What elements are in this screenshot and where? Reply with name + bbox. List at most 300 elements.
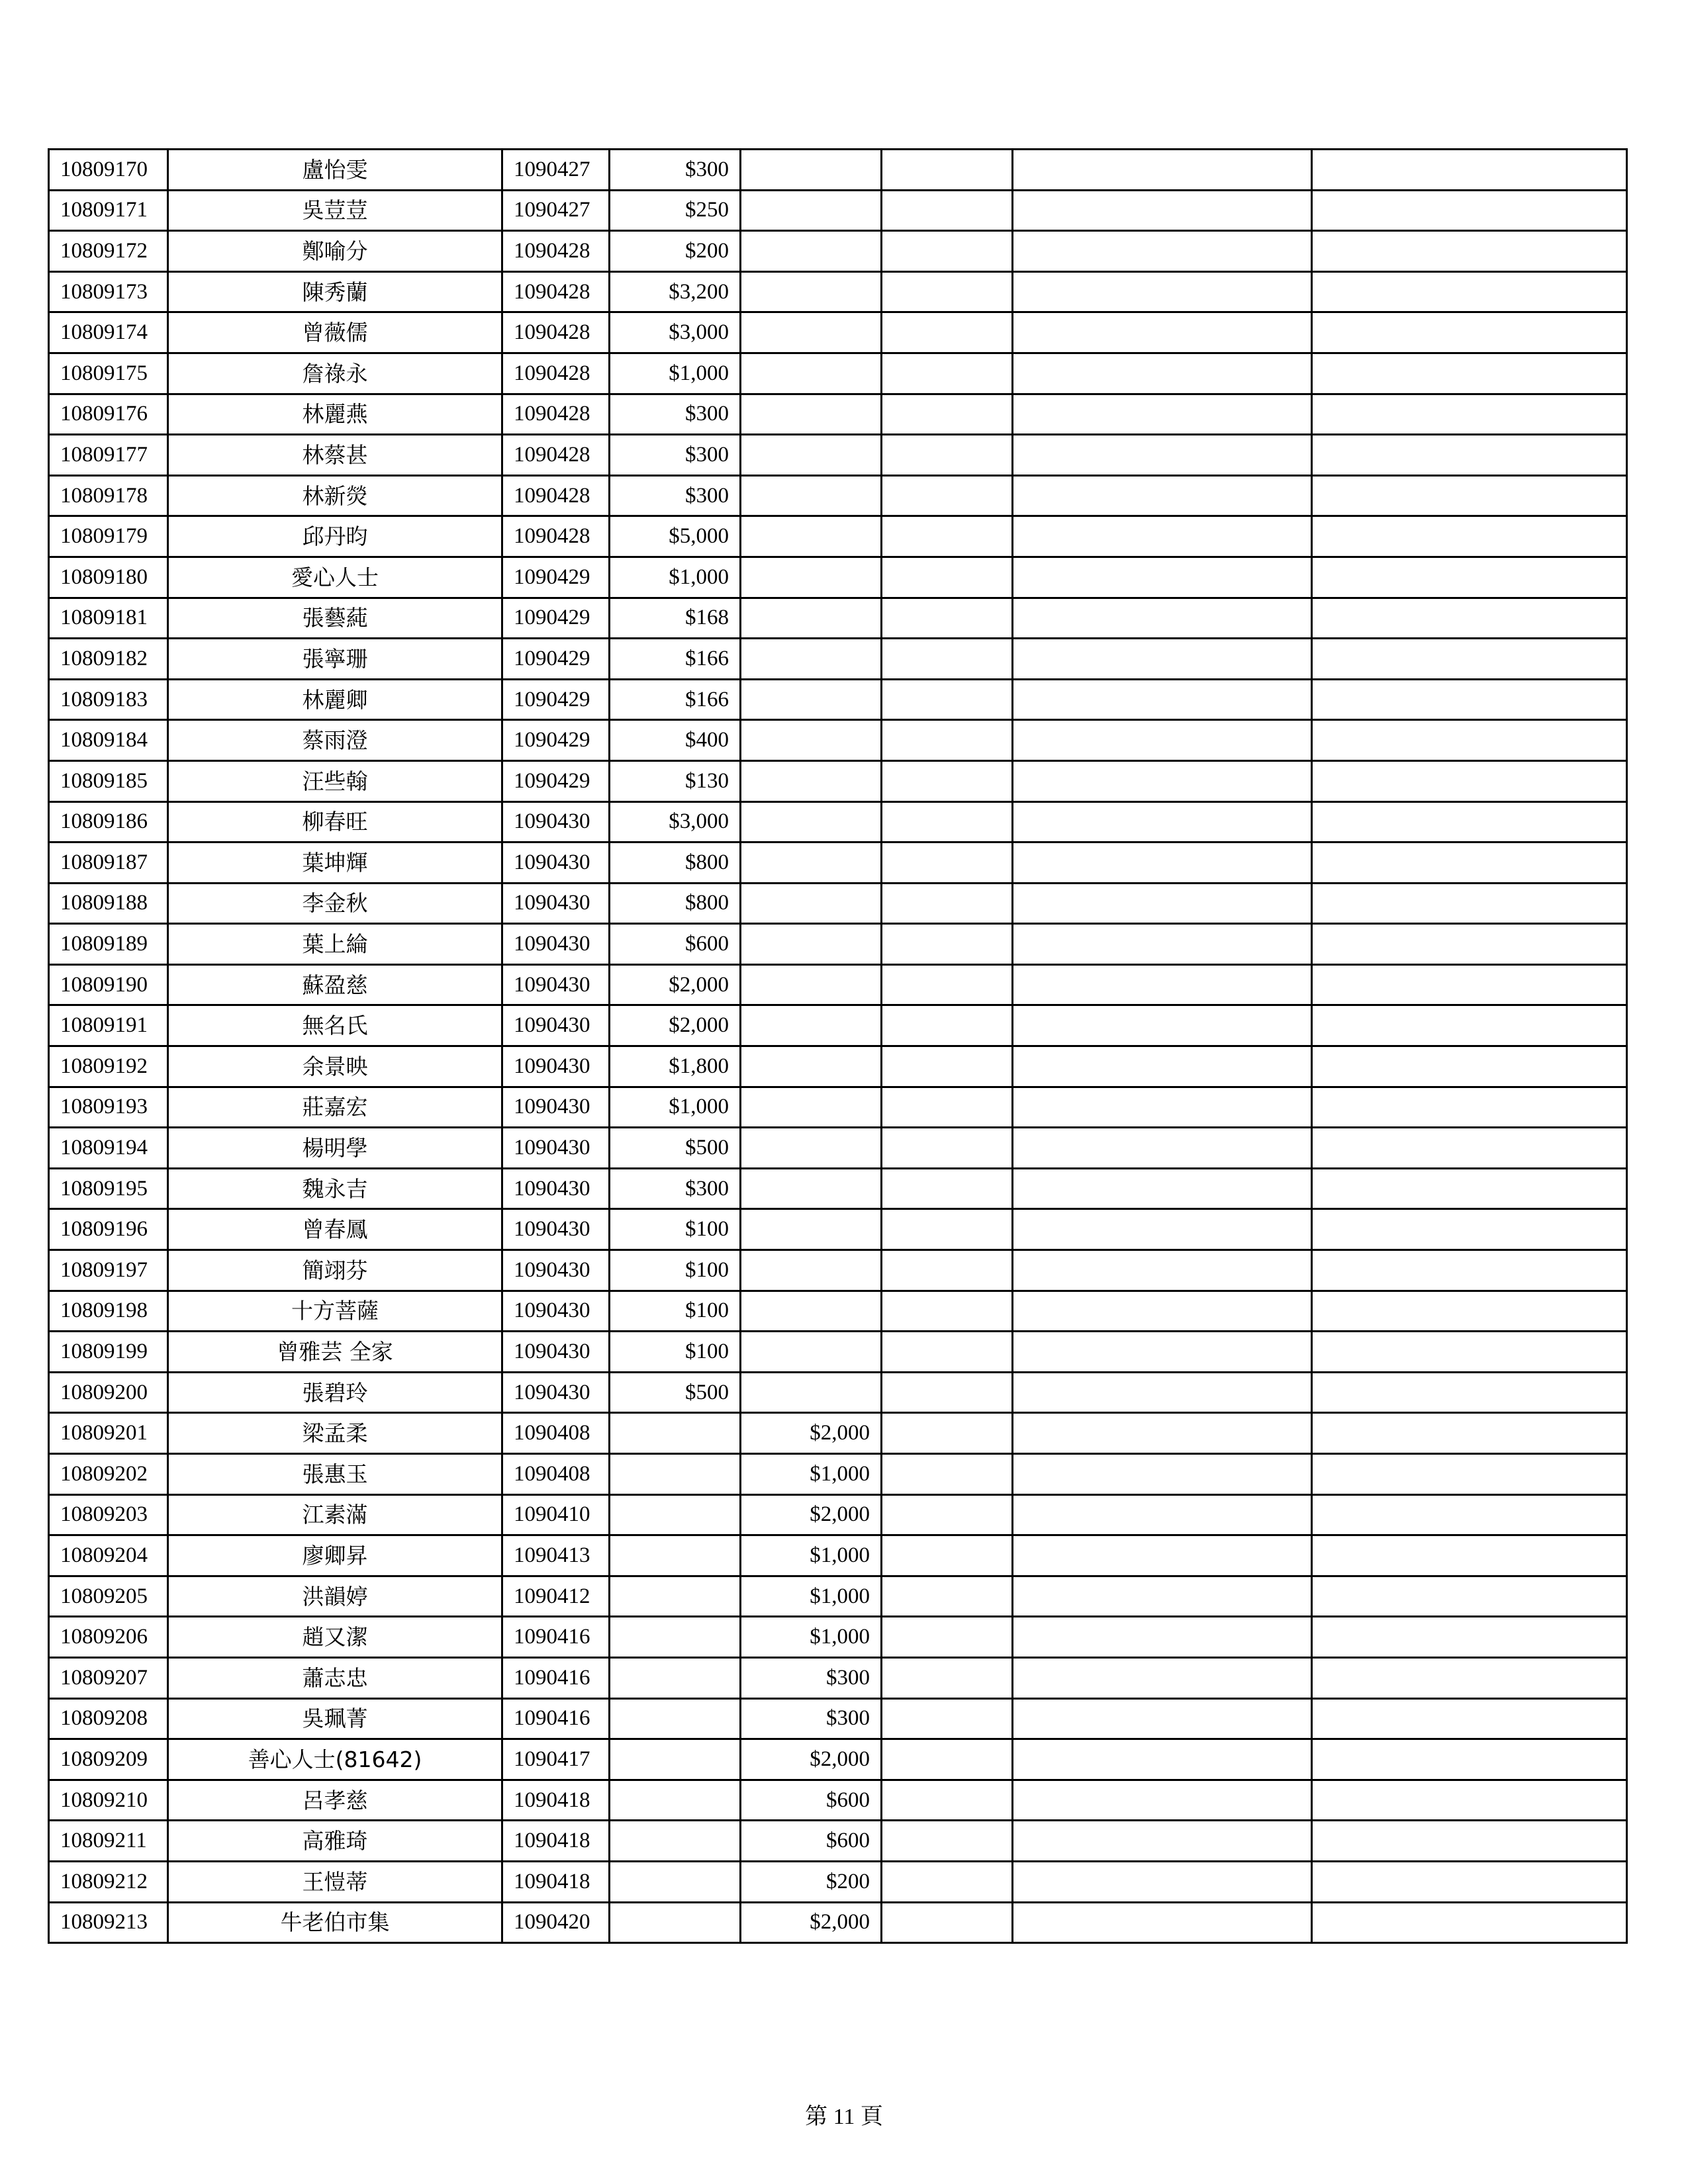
- blank-cell: [1013, 1291, 1312, 1332]
- amount-column-2-cell: [741, 271, 882, 312]
- receipt-number-cell: 10809202: [49, 1454, 168, 1495]
- blank-cell: [1312, 1657, 1627, 1698]
- amount-column-2-cell: [741, 760, 882, 801]
- receipt-number-cell: 10809191: [49, 1005, 168, 1046]
- blank-cell: [882, 1291, 1013, 1332]
- blank-cell: [882, 1535, 1013, 1576]
- donation-date-cell: 1090418: [502, 1861, 610, 1902]
- donor-name-cell: 曾薇儒: [168, 312, 502, 353]
- amount-column-2-cell: [741, 1250, 882, 1291]
- table-row: [49, 312, 1627, 353]
- receipt-number-cell: 10809175: [49, 353, 168, 394]
- donor-name-cell: 楊明學: [168, 1128, 502, 1169]
- amount-column-1-cell: $1,800: [610, 1046, 741, 1087]
- donor-name-cell: 魏永吉: [168, 1168, 502, 1209]
- blank-cell: [882, 475, 1013, 516]
- blank-cell: [882, 1494, 1013, 1535]
- amount-column-2-cell: $2,000: [741, 1902, 882, 1943]
- table-row: [49, 1168, 1627, 1209]
- table-row: [49, 1739, 1627, 1780]
- blank-cell: [1013, 1617, 1312, 1658]
- blank-cell: [1013, 353, 1312, 394]
- amount-column-2-cell: $1,000: [741, 1617, 882, 1658]
- table-row: [49, 720, 1627, 761]
- amount-column-2-cell: $300: [741, 1657, 882, 1698]
- blank-cell: [1013, 1780, 1312, 1821]
- blank-cell: [1312, 1494, 1627, 1535]
- receipt-number-cell: 10809209: [49, 1739, 168, 1780]
- receipt-number-cell: 10809197: [49, 1250, 168, 1291]
- table-row: [49, 394, 1627, 435]
- blank-cell: [1013, 964, 1312, 1005]
- table-row: [49, 964, 1627, 1005]
- amount-column-1-cell: $2,000: [610, 964, 741, 1005]
- blank-cell: [1013, 1698, 1312, 1739]
- blank-cell: [1013, 1332, 1312, 1373]
- blank-cell: [1312, 394, 1627, 435]
- blank-cell: [1312, 760, 1627, 801]
- donation-date-cell: 1090428: [502, 516, 610, 557]
- donation-date-cell: 1090430: [502, 1168, 610, 1209]
- blank-cell: [1312, 720, 1627, 761]
- receipt-number-cell: 10809171: [49, 190, 168, 231]
- receipt-number-cell: 10809203: [49, 1494, 168, 1535]
- amount-column-1-cell: $250: [610, 190, 741, 231]
- amount-column-2-cell: [741, 190, 882, 231]
- amount-column-1-cell: $1,000: [610, 557, 741, 598]
- donor-name-cell: 吳珮菁: [168, 1698, 502, 1739]
- blank-cell: [882, 516, 1013, 557]
- donation-date-cell: 1090408: [502, 1454, 610, 1495]
- blank-cell: [1013, 475, 1312, 516]
- blank-cell: [1013, 801, 1312, 842]
- donor-name-cell: 陳秀蘭: [168, 271, 502, 312]
- donor-name-cell: 汪些翰: [168, 760, 502, 801]
- donation-date-cell: 1090429: [502, 557, 610, 598]
- amount-column-1-cell: $600: [610, 924, 741, 965]
- blank-cell: [1013, 1576, 1312, 1617]
- donor-name-cell: 愛心人士: [168, 557, 502, 598]
- receipt-number-cell: 10809179: [49, 516, 168, 557]
- donation-date-cell: 1090416: [502, 1657, 610, 1698]
- amount-column-2-cell: [741, 639, 882, 680]
- donation-date-cell: 1090430: [502, 1209, 610, 1250]
- amount-column-2-cell: [741, 1372, 882, 1413]
- table-row: [49, 516, 1627, 557]
- blank-cell: [882, 1209, 1013, 1250]
- receipt-number-cell: 10809188: [49, 883, 168, 924]
- donor-name-cell: 蕭志忠: [168, 1657, 502, 1698]
- blank-cell: [1013, 1535, 1312, 1576]
- blank-cell: [1013, 1739, 1312, 1780]
- donation-date-cell: 1090428: [502, 435, 610, 476]
- donation-date-cell: 1090429: [502, 679, 610, 720]
- donor-name-cell: 江素滿: [168, 1494, 502, 1535]
- receipt-number-cell: 10809181: [49, 598, 168, 639]
- table-row: [49, 924, 1627, 965]
- donor-name-cell: 梁孟柔: [168, 1413, 502, 1454]
- page-number-footer: 第 11 頁: [805, 2105, 883, 2129]
- donation-date-cell: 1090410: [502, 1494, 610, 1535]
- blank-cell: [1312, 190, 1627, 231]
- donation-date-cell: 1090416: [502, 1617, 610, 1658]
- amount-column-1-cell: $300: [610, 394, 741, 435]
- donation-date-cell: 1090428: [502, 231, 610, 272]
- blank-cell: [1013, 1657, 1312, 1698]
- blank-cell: [1312, 1128, 1627, 1169]
- amount-column-2-cell: $300: [741, 1698, 882, 1739]
- blank-cell: [1013, 1250, 1312, 1291]
- blank-cell: [1312, 1046, 1627, 1087]
- amount-column-1-cell: $100: [610, 1291, 741, 1332]
- blank-cell: [1312, 312, 1627, 353]
- blank-cell: [882, 598, 1013, 639]
- donor-name-cell: 曾春鳳: [168, 1209, 502, 1250]
- table-row: [49, 190, 1627, 231]
- blank-cell: [882, 1902, 1013, 1943]
- donation-date-cell: 1090428: [502, 271, 610, 312]
- blank-cell: [882, 1332, 1013, 1373]
- amount-column-1-cell: $100: [610, 1332, 741, 1373]
- amount-column-1-cell: [610, 1780, 741, 1821]
- amount-column-2-cell: [741, 924, 882, 965]
- receipt-number-cell: 10809177: [49, 435, 168, 476]
- amount-column-2-cell: [741, 679, 882, 720]
- receipt-number-cell: 10809195: [49, 1168, 168, 1209]
- blank-cell: [882, 1128, 1013, 1169]
- blank-cell: [882, 1739, 1013, 1780]
- amount-column-2-cell: [741, 475, 882, 516]
- donor-name-cell: 無名氏: [168, 1005, 502, 1046]
- amount-column-1-cell: $300: [610, 435, 741, 476]
- blank-cell: [1312, 475, 1627, 516]
- amount-column-2-cell: [741, 1087, 882, 1128]
- blank-cell: [1312, 1454, 1627, 1495]
- donation-date-cell: 1090427: [502, 150, 610, 191]
- donor-name-cell: 蘇盈慈: [168, 964, 502, 1005]
- blank-cell: [882, 1168, 1013, 1209]
- table-row: [49, 1617, 1627, 1658]
- table-row: [49, 1576, 1627, 1617]
- blank-cell: [1013, 1005, 1312, 1046]
- blank-cell: [1013, 1372, 1312, 1413]
- receipt-number-cell: 10809172: [49, 231, 168, 272]
- donation-date-cell: 1090430: [502, 1250, 610, 1291]
- blank-cell: [1013, 190, 1312, 231]
- donation-date-cell: 1090430: [502, 801, 610, 842]
- table-row: [49, 1698, 1627, 1739]
- donor-name-cell: 莊嘉宏: [168, 1087, 502, 1128]
- receipt-number-cell: 10809198: [49, 1291, 168, 1332]
- table-row: [49, 598, 1627, 639]
- amount-column-2-cell: [741, 435, 882, 476]
- receipt-number-cell: 10809213: [49, 1902, 168, 1943]
- table-row: [49, 1209, 1627, 1250]
- blank-cell: [882, 720, 1013, 761]
- receipt-number-cell: 10809174: [49, 312, 168, 353]
- blank-cell: [882, 801, 1013, 842]
- amount-column-2-cell: [741, 720, 882, 761]
- blank-cell: [1312, 883, 1627, 924]
- table-row: [49, 1780, 1627, 1821]
- table-row: [49, 475, 1627, 516]
- table-row: [49, 1291, 1627, 1332]
- amount-column-1-cell: $800: [610, 883, 741, 924]
- table-row: [49, 353, 1627, 394]
- donation-date-cell: 1090430: [502, 1005, 610, 1046]
- donor-name-cell: 林蔡甚: [168, 435, 502, 476]
- amount-column-2-cell: [741, 801, 882, 842]
- amount-column-2-cell: $200: [741, 1861, 882, 1902]
- donation-date-cell: 1090430: [502, 964, 610, 1005]
- amount-column-2-cell: $1,000: [741, 1454, 882, 1495]
- amount-column-1-cell: $300: [610, 150, 741, 191]
- donation-date-cell: 1090427: [502, 190, 610, 231]
- blank-cell: [1013, 1902, 1312, 1943]
- receipt-number-cell: 10809180: [49, 557, 168, 598]
- blank-cell: [1013, 312, 1312, 353]
- blank-cell: [1312, 801, 1627, 842]
- donation-date-cell: 1090420: [502, 1902, 610, 1943]
- donation-date-cell: 1090430: [502, 1372, 610, 1413]
- amount-column-2-cell: $2,000: [741, 1739, 882, 1780]
- blank-cell: [882, 1005, 1013, 1046]
- blank-cell: [882, 842, 1013, 884]
- table-row: [49, 883, 1627, 924]
- donation-date-cell: 1090430: [502, 924, 610, 965]
- blank-cell: [1312, 271, 1627, 312]
- receipt-number-cell: 10809170: [49, 150, 168, 191]
- blank-cell: [1013, 1494, 1312, 1535]
- amount-column-1-cell: $3,200: [610, 271, 741, 312]
- receipt-number-cell: 10809178: [49, 475, 168, 516]
- table-row: [49, 231, 1627, 272]
- blank-cell: [1013, 557, 1312, 598]
- table-row: [49, 1413, 1627, 1454]
- blank-cell: [1013, 842, 1312, 884]
- donor-name-cell: 林新熒: [168, 475, 502, 516]
- blank-cell: [1312, 1209, 1627, 1250]
- table-row: [49, 679, 1627, 720]
- blank-cell: [882, 639, 1013, 680]
- donation-date-cell: 1090418: [502, 1780, 610, 1821]
- blank-cell: [1013, 1821, 1312, 1862]
- blank-cell: [1013, 1454, 1312, 1495]
- amount-column-2-cell: [741, 1046, 882, 1087]
- amount-column-1-cell: $300: [610, 475, 741, 516]
- blank-cell: [882, 1372, 1013, 1413]
- amount-column-1-cell: $500: [610, 1128, 741, 1169]
- amount-column-2-cell: $600: [741, 1780, 882, 1821]
- receipt-number-cell: 10809190: [49, 964, 168, 1005]
- amount-column-2-cell: $2,000: [741, 1413, 882, 1454]
- table-row: [49, 1535, 1627, 1576]
- blank-cell: [1312, 1739, 1627, 1780]
- receipt-number-cell: 10809200: [49, 1372, 168, 1413]
- blank-cell: [882, 190, 1013, 231]
- blank-cell: [882, 1250, 1013, 1291]
- table-row: [49, 1494, 1627, 1535]
- table-row: [49, 1005, 1627, 1046]
- amount-column-2-cell: $600: [741, 1821, 882, 1862]
- table-row: [49, 1861, 1627, 1902]
- blank-cell: [1312, 964, 1627, 1005]
- amount-column-1-cell: $200: [610, 231, 741, 272]
- blank-cell: [1312, 150, 1627, 191]
- amount-column-2-cell: [741, 516, 882, 557]
- receipt-number-cell: 10809205: [49, 1576, 168, 1617]
- amount-column-2-cell: [741, 394, 882, 435]
- donor-name-cell: 盧怡雯: [168, 150, 502, 191]
- table-row: [49, 271, 1627, 312]
- receipt-number-cell: 10809207: [49, 1657, 168, 1698]
- donor-name-cell: 李金秋: [168, 883, 502, 924]
- receipt-number-cell: 10809196: [49, 1209, 168, 1250]
- blank-cell: [1013, 231, 1312, 272]
- table-row: [49, 801, 1627, 842]
- blank-cell: [1013, 598, 1312, 639]
- amount-column-2-cell: [741, 150, 882, 191]
- donation-date-cell: 1090430: [502, 1291, 610, 1332]
- donation-date-cell: 1090430: [502, 1332, 610, 1373]
- donation-date-cell: 1090430: [502, 1046, 610, 1087]
- blank-cell: [1312, 1087, 1627, 1128]
- donor-name-cell: 蔡雨澄: [168, 720, 502, 761]
- donor-name-cell: 鄭喻分: [168, 231, 502, 272]
- amount-column-1-cell: [610, 1494, 741, 1535]
- blank-cell: [1013, 679, 1312, 720]
- receipt-number-cell: 10809185: [49, 760, 168, 801]
- receipt-number-cell: 10809201: [49, 1413, 168, 1454]
- receipt-number-cell: 10809189: [49, 924, 168, 965]
- donation-date-cell: 1090430: [502, 842, 610, 884]
- amount-column-1-cell: $1,000: [610, 353, 741, 394]
- amount-column-2-cell: [741, 883, 882, 924]
- blank-cell: [1312, 1413, 1627, 1454]
- donation-date-cell: 1090428: [502, 475, 610, 516]
- blank-cell: [1312, 924, 1627, 965]
- blank-cell: [882, 1821, 1013, 1862]
- blank-cell: [1312, 353, 1627, 394]
- ledger-body: [49, 150, 1627, 1943]
- amount-column-1-cell: [610, 1698, 741, 1739]
- blank-cell: [1312, 516, 1627, 557]
- receipt-number-cell: 10809208: [49, 1698, 168, 1739]
- receipt-number-cell: 10809206: [49, 1617, 168, 1658]
- donation-date-cell: 1090417: [502, 1739, 610, 1780]
- table-row: [49, 1046, 1627, 1087]
- table-row: [49, 1821, 1627, 1862]
- donor-name-cell: 余景映: [168, 1046, 502, 1087]
- donation-date-cell: 1090428: [502, 394, 610, 435]
- blank-cell: [1013, 924, 1312, 965]
- receipt-number-cell: 10809186: [49, 801, 168, 842]
- table-row: [49, 1087, 1627, 1128]
- table-row: [49, 1332, 1627, 1373]
- donor-name-cell: 柳春旺: [168, 801, 502, 842]
- donor-name-cell: 趙又潔: [168, 1617, 502, 1658]
- donor-name-cell: 高雅琦: [168, 1821, 502, 1862]
- amount-column-1-cell: $130: [610, 760, 741, 801]
- donor-name-cell: 簡翊芬: [168, 1250, 502, 1291]
- receipt-number-cell: 10809204: [49, 1535, 168, 1576]
- blank-cell: [1013, 271, 1312, 312]
- blank-cell: [1013, 1861, 1312, 1902]
- blank-cell: [1013, 760, 1312, 801]
- blank-cell: [882, 394, 1013, 435]
- amount-column-1-cell: $2,000: [610, 1005, 741, 1046]
- amount-column-1-cell: [610, 1413, 741, 1454]
- amount-column-1-cell: $100: [610, 1209, 741, 1250]
- table-row: [49, 1372, 1627, 1413]
- blank-cell: [1013, 1087, 1312, 1128]
- blank-cell: [1013, 720, 1312, 761]
- donation-date-cell: 1090429: [502, 598, 610, 639]
- table-row: [49, 150, 1627, 191]
- amount-column-1-cell: $5,000: [610, 516, 741, 557]
- donor-name-cell: 邱丹昀: [168, 516, 502, 557]
- donor-name-cell: 呂孝慈: [168, 1780, 502, 1821]
- amount-column-1-cell: $168: [610, 598, 741, 639]
- blank-cell: [1013, 639, 1312, 680]
- amount-column-1-cell: [610, 1902, 741, 1943]
- amount-column-2-cell: [741, 1291, 882, 1332]
- amount-column-1-cell: $166: [610, 679, 741, 720]
- donor-name-cell: 葉上綸: [168, 924, 502, 965]
- blank-cell: [882, 1657, 1013, 1698]
- blank-cell: [1013, 1209, 1312, 1250]
- blank-cell: [1013, 1128, 1312, 1169]
- blank-cell: [1013, 435, 1312, 476]
- blank-cell: [882, 435, 1013, 476]
- donor-name-cell: 善心人士(81642): [168, 1739, 502, 1780]
- donor-name-cell: 曾雅芸 全家: [168, 1332, 502, 1373]
- blank-cell: [882, 271, 1013, 312]
- donor-name-cell: 林麗卿: [168, 679, 502, 720]
- amount-column-1-cell: $3,000: [610, 801, 741, 842]
- blank-cell: [1312, 1902, 1627, 1943]
- blank-cell: [1013, 394, 1312, 435]
- amount-column-2-cell: [741, 557, 882, 598]
- donor-name-cell: 林麗燕: [168, 394, 502, 435]
- blank-cell: [1013, 150, 1312, 191]
- amount-column-1-cell: $1,000: [610, 1087, 741, 1128]
- donor-name-cell: 洪韻婷: [168, 1576, 502, 1617]
- receipt-number-cell: 10809193: [49, 1087, 168, 1128]
- donor-name-cell: 張寧珊: [168, 639, 502, 680]
- amount-column-1-cell: $3,000: [610, 312, 741, 353]
- table-row: [49, 557, 1627, 598]
- donation-date-cell: 1090429: [502, 639, 610, 680]
- blank-cell: [882, 353, 1013, 394]
- donor-name-cell: 張藝蒓: [168, 598, 502, 639]
- donation-date-cell: 1090418: [502, 1821, 610, 1862]
- blank-cell: [1312, 1372, 1627, 1413]
- donor-name-cell: 張碧玲: [168, 1372, 502, 1413]
- blank-cell: [882, 312, 1013, 353]
- amount-column-1-cell: $100: [610, 1250, 741, 1291]
- blank-cell: [1312, 1291, 1627, 1332]
- table-row: [49, 760, 1627, 801]
- blank-cell: [1312, 639, 1627, 680]
- blank-cell: [1312, 1168, 1627, 1209]
- amount-column-1-cell: $166: [610, 639, 741, 680]
- blank-cell: [882, 557, 1013, 598]
- donor-name-cell: 十方菩薩: [168, 1291, 502, 1332]
- receipt-number-cell: 10809212: [49, 1861, 168, 1902]
- blank-cell: [1312, 557, 1627, 598]
- donation-date-cell: 1090416: [502, 1698, 610, 1739]
